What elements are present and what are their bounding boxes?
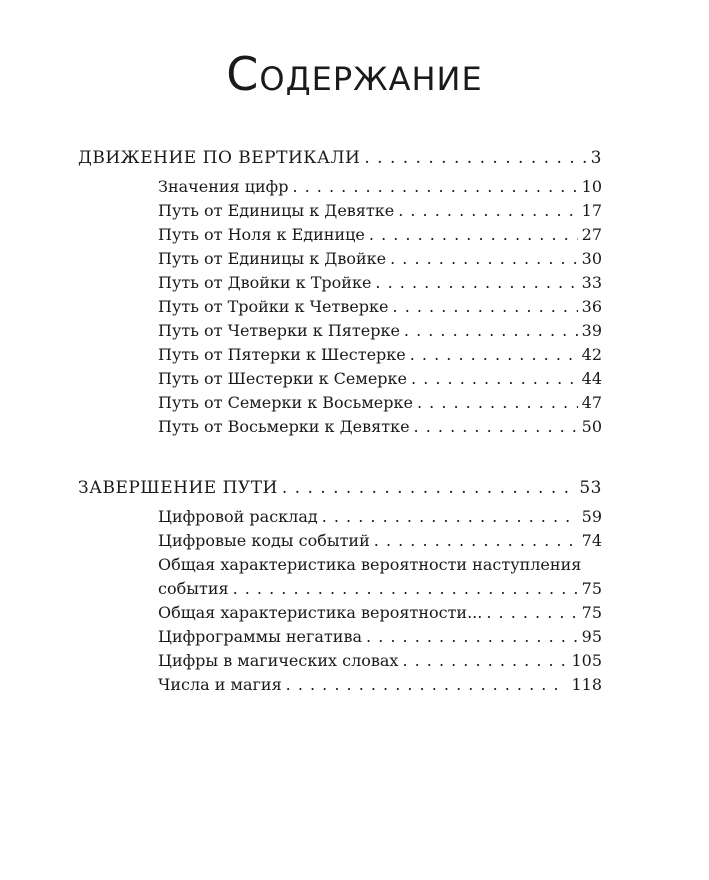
toc-entry-label: Цифровые коды событий (158, 531, 370, 550)
toc-entry-page-number: 74 (581, 531, 602, 550)
toc-entry-page-number: 47 (581, 393, 602, 412)
dot-leader (322, 507, 578, 526)
toc-entry-label: Путь от Четверки к Пятерке (158, 321, 400, 340)
dot-leader (411, 369, 578, 388)
toc-entry[interactable] (158, 507, 602, 526)
toc-entry-label: Путь от Семерки к Восьмерке (158, 393, 413, 412)
toc-entry[interactable] (158, 273, 602, 292)
toc-entry-label: Путь от Тройки к Четверке (158, 297, 389, 316)
toc-entry-label: Путь от Единицы к Двойке (158, 249, 387, 268)
page-title: Содержание (226, 47, 483, 101)
dot-leader (404, 321, 578, 340)
toc-entry[interactable] (158, 177, 602, 196)
toc-entry-label: Путь от Единицы к Девятке (158, 201, 395, 220)
toc-section-heading-page-number: 3 (590, 148, 602, 168)
toc-entry-page-number: 10 (581, 177, 602, 196)
toc-entry-label: Цифрограммы негатива (158, 627, 363, 646)
toc-entry-page-number: 95 (581, 627, 602, 646)
toc-entry-page-number: 39 (581, 321, 602, 340)
toc-entry[interactable] (158, 297, 602, 316)
dot-leader (364, 148, 586, 168)
dot-leader (390, 249, 578, 268)
dot-leader (233, 579, 578, 598)
toc-section-heading[interactable] (78, 478, 602, 498)
toc-entry-page-number: 59 (581, 507, 602, 526)
toc-entry-label: Цифры в магических словах (158, 651, 399, 670)
toc-section-heading-label: ЗАВЕРШЕНИЕ ПУТИ (78, 478, 278, 498)
toc-entry-first-line: Общая характеристика вероятности наступления (158, 555, 582, 574)
dot-leader (417, 393, 578, 412)
toc-entry[interactable] (158, 675, 602, 694)
toc-entry[interactable] (158, 249, 602, 268)
toc-entry-page-number: 75 (581, 603, 602, 622)
toc-entry-label: события (158, 579, 229, 598)
dot-leader (286, 675, 568, 694)
dot-leader (402, 651, 567, 670)
toc-section-heading-page-number: 53 (579, 478, 602, 498)
toc-entry-label: Путь от Шестерки к Семерке (158, 369, 408, 388)
toc-entry-label: Общая характеристика вероятности... (158, 603, 483, 622)
toc-entry-label: Цифровой расклад (158, 507, 318, 526)
toc-section-heading[interactable] (78, 148, 602, 168)
toc-entry-page-number: 75 (581, 579, 602, 598)
toc-entry-page-number: 44 (581, 369, 602, 388)
toc-entry-label: Числа и магия (158, 675, 282, 694)
dot-leader (410, 345, 578, 364)
toc-entry[interactable] (158, 603, 602, 622)
toc-entry[interactable] (158, 345, 602, 364)
toc-entry-page-number: 42 (581, 345, 602, 364)
dot-leader (366, 627, 578, 646)
toc-entry[interactable] (158, 321, 602, 340)
toc-entry-page-number: 33 (581, 273, 602, 292)
toc-entry-page-number: 17 (581, 201, 602, 220)
toc-entry-page-number: 118 (571, 675, 602, 694)
dot-leader (282, 478, 576, 498)
toc-section-heading-label: ДВИЖЕНИЕ ПО ВЕРТИКАЛИ (78, 148, 361, 168)
toc-entry-label: Значения цифр (158, 177, 289, 196)
toc-entry[interactable] (158, 201, 602, 220)
dot-leader (486, 603, 577, 622)
dot-leader (374, 531, 578, 550)
toc-entry-page-number: 36 (581, 297, 602, 316)
toc-entry-page-number: 27 (581, 225, 602, 244)
dot-leader (369, 225, 578, 244)
toc-entry[interactable] (158, 417, 602, 436)
toc-entry[interactable] (158, 225, 602, 244)
toc-entry[interactable] (158, 393, 602, 412)
dot-leader (393, 297, 578, 316)
toc-entry[interactable] (158, 627, 602, 646)
toc-entry[interactable] (158, 531, 602, 550)
toc-entry-label: Путь от Восьмерки к Девятке (158, 417, 410, 436)
toc-entry[interactable] (158, 651, 602, 670)
toc-entry[interactable] (158, 579, 602, 598)
dot-leader (292, 177, 577, 196)
dot-leader (375, 273, 577, 292)
toc-entry-label: Путь от Ноля к Единице (158, 225, 365, 244)
toc-entry-page-number: 30 (581, 249, 602, 268)
dot-leader (414, 417, 578, 436)
toc-entry-label: Путь от Двойки к Тройке (158, 273, 372, 292)
toc-entry-page-number: 50 (581, 417, 602, 436)
toc-entry-label: Путь от Пятерки к Шестерке (158, 345, 406, 364)
toc-entry-page-number: 105 (571, 651, 602, 670)
toc-entry[interactable] (158, 369, 602, 388)
dot-leader (398, 201, 577, 220)
